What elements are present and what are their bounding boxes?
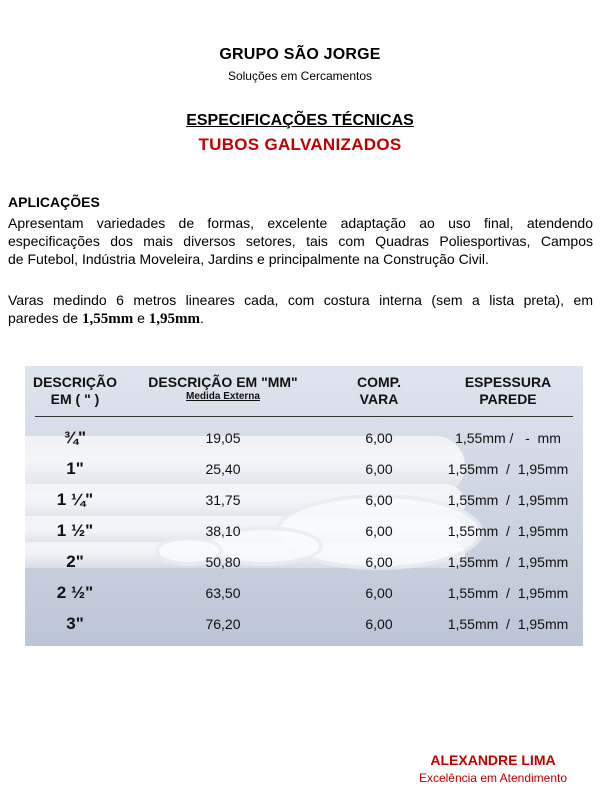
cell-espessura: 1,55mm / 1,95mm <box>447 492 569 508</box>
applications-paragraph <box>8 214 593 268</box>
header-divider <box>35 416 573 417</box>
signer-name: ALEXANDRE LIMA <box>430 752 556 768</box>
cell-espessura: 1,55mm / 1,95mm <box>447 554 569 570</box>
cell-desc: 3" <box>66 614 84 633</box>
cell-comp: 6,00 <box>365 461 393 477</box>
thickness-a: 1,55mm <box>81 311 134 327</box>
header-desc-inches <box>25 374 125 408</box>
company-name: GRUPO SÃO JORGE <box>219 46 381 63</box>
header-desc-mm <box>137 374 309 403</box>
varas-paragraph <box>8 291 593 328</box>
cell-mm: 50,80 <box>205 554 241 570</box>
cell-espessura: 1,55mm / 1,95mm <box>447 585 569 601</box>
cell-espessura: 1,55mm / 1,95mm <box>447 616 569 632</box>
header-subtext: Medida Externa <box>186 391 260 402</box>
header-espessura <box>433 374 583 408</box>
table-row <box>25 609 583 639</box>
table-row <box>25 578 583 608</box>
varas-line <box>8 309 593 328</box>
cell-desc: 1" <box>66 459 84 478</box>
spec-table <box>25 366 583 646</box>
cell-mm: 63,50 <box>205 585 241 601</box>
applications-line: especificações dos mais diversos setores, tais com Quadras Poliesportivas, Campos <box>8 233 593 249</box>
applications-line: de Futebol, Indústria Moveleira, Jardins e principalmente na Construção Civil. <box>8 251 489 267</box>
product-title: TUBOS GALVANIZADOS <box>198 135 402 154</box>
applications-line: Apresentam variedades de formas, excelente adaptação ao uso final, atendendo <box>8 215 593 231</box>
header-text: PAREDE <box>479 391 537 407</box>
cell-espessura: 1,55mm / 1,95mm <box>447 461 569 477</box>
cell-mm: 31,75 <box>205 492 241 508</box>
cell-comp: 6,00 <box>365 523 393 539</box>
company-tagline: Soluções em Cercamentos <box>227 69 373 83</box>
table-row <box>25 454 583 484</box>
header-text: VARA <box>359 391 399 407</box>
table-row <box>25 485 583 515</box>
cell-comp: 6,00 <box>365 554 393 570</box>
cell-comp: 6,00 <box>365 585 393 601</box>
cell-espessura: 1,55mm / - mm <box>455 430 561 446</box>
varas-joiner: e <box>133 310 149 326</box>
header-text: COMP. <box>356 374 402 390</box>
varas-suffix: . <box>200 310 204 326</box>
varas-prefix: paredes de <box>8 310 82 326</box>
applications-heading: APLICAÇÕES <box>8 194 100 210</box>
cell-desc: ¾" <box>63 428 87 447</box>
header-text: DESCRIÇÃO EM "MM" <box>148 374 298 390</box>
cell-desc: 1 ¼" <box>56 490 94 509</box>
cell-espessura: 1,55mm / 1,95mm <box>447 523 569 539</box>
header-text: DESCRIÇÃO <box>32 374 117 390</box>
cell-mm: 25,40 <box>205 461 241 477</box>
cell-comp: 6,00 <box>365 492 393 508</box>
varas-line: Varas medindo 6 metros lineares cada, com costura interna (sem a lista preta), em <box>8 292 593 308</box>
cell-desc: 2" <box>66 552 84 571</box>
header-text: ESPESSURA <box>464 374 552 390</box>
header-text: EM ( " ) <box>50 391 100 407</box>
spec-title: ESPECIFICAÇÕES TÉCNICAS <box>186 112 414 129</box>
table-row <box>25 423 583 453</box>
cell-mm: 19,05 <box>205 430 241 446</box>
cell-desc: 1 ½" <box>56 521 94 540</box>
signer-tagline: Excelência em Atendimento <box>418 771 568 785</box>
cell-mm: 38,10 <box>205 523 241 539</box>
cell-desc: 2 ½" <box>56 583 94 602</box>
table-row <box>25 516 583 546</box>
cell-mm: 76,20 <box>205 616 241 632</box>
header-comp-vara <box>343 374 415 408</box>
table-row <box>25 547 583 577</box>
cell-comp: 6,00 <box>365 430 393 446</box>
cell-comp: 6,00 <box>365 616 393 632</box>
thickness-b: 1,95mm <box>148 311 201 327</box>
